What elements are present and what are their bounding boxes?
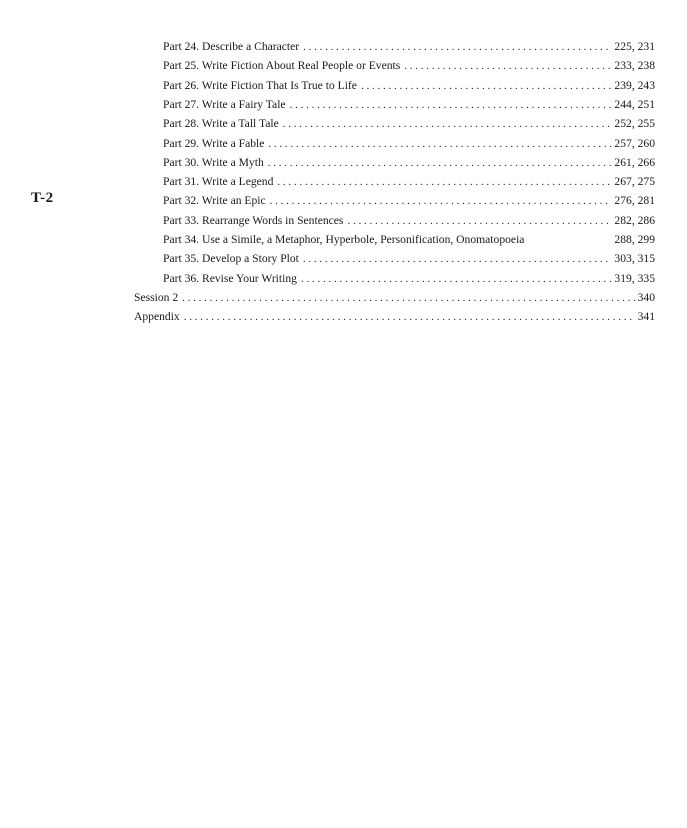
toc-entry-pages: 239, 243	[614, 78, 655, 92]
toc-entry-pages: 257, 260	[614, 136, 655, 150]
toc-entry-pages: 341	[637, 310, 655, 324]
toc-entry	[163, 272, 655, 291]
toc-entry-pages: 252, 255	[614, 117, 655, 131]
toc-entry-title: Part 24. Describe a Character	[163, 40, 300, 53]
toc-leader-dots	[361, 80, 611, 92]
toc-entry-title: Part 26. Write Fiction That Is True to Life	[163, 78, 357, 92]
toc-entry	[163, 175, 655, 194]
toc-entry	[163, 252, 655, 271]
toc-entry	[163, 214, 655, 233]
toc-entry	[163, 117, 655, 136]
toc-leader-dots	[301, 273, 611, 285]
toc-leader-dots	[347, 215, 611, 227]
toc-leader-dots	[404, 60, 611, 72]
toc-leader-dots	[268, 138, 611, 150]
toc-entry-title: Part 32. Write an Epic	[163, 194, 266, 208]
toc-entry-pages: 303, 315	[614, 252, 655, 266]
toc-leader-dots	[283, 118, 612, 130]
toc-entry-title: Appendix	[134, 310, 180, 324]
toc-leader-dots	[290, 99, 612, 111]
toc-entry	[163, 40, 655, 59]
page-label: T-2	[31, 190, 54, 206]
toc-entry	[134, 291, 655, 310]
toc-entry-pages: 225, 231	[614, 40, 655, 53]
toc-entry-title: Part 29. Write a Fable	[163, 136, 265, 150]
toc-entry-pages: 282, 286	[614, 213, 655, 227]
toc-entry-pages: 340	[637, 290, 655, 304]
toc-leader-dots	[303, 41, 611, 53]
toc-entry-pages: 267, 275	[614, 175, 655, 189]
toc-leader-dots	[184, 311, 635, 323]
toc-leader-dots	[182, 292, 634, 304]
toc-entry-title: Part 36. Revise Your Writing	[163, 271, 297, 285]
toc-entry-title: Part 31. Write a Legend	[163, 175, 274, 189]
toc-entry	[163, 156, 655, 175]
toc-entry-pages: 244, 251	[614, 97, 655, 111]
toc-entry	[163, 98, 655, 117]
toc-leader-dots	[268, 157, 612, 169]
toc-entry-pages: 233, 238	[614, 59, 655, 73]
toc-entry-title: Part 33. Rearrange Words in Sentences	[163, 213, 344, 227]
toc-entry-title: Part 28. Write a Tall Tale	[163, 117, 279, 131]
toc-entry-title: Part 35. Develop a Story Plot	[163, 252, 299, 266]
toc-entry-pages: 288, 299	[614, 233, 655, 246]
toc-leader-dots	[277, 176, 611, 188]
toc-entry	[163, 59, 655, 78]
toc-entry	[163, 137, 655, 156]
toc-leader-dots	[303, 253, 612, 265]
toc-leader-dots	[270, 195, 612, 207]
toc-entry	[134, 310, 655, 329]
toc-entry	[163, 79, 655, 98]
toc-entry-pages: 261, 266	[614, 155, 655, 169]
toc-entry-title: Part 27. Write a Fairy Tale	[163, 97, 286, 111]
toc-entry-pages: 319, 335	[614, 271, 655, 285]
toc-entry-title: Part 30. Write a Myth	[163, 155, 264, 169]
toc-entry-pages: 276, 281	[614, 194, 655, 208]
toc-entry	[163, 233, 655, 252]
toc-entry-title: Part 34. Use a Simile, a Metaphor, Hyperbole, Personification, Onomatopoeia	[163, 233, 525, 246]
toc-entry	[163, 194, 655, 213]
toc-entry-title: Part 25. Write Fiction About Real People or Events	[163, 59, 401, 73]
toc-entry-title: Session 2	[134, 290, 179, 304]
